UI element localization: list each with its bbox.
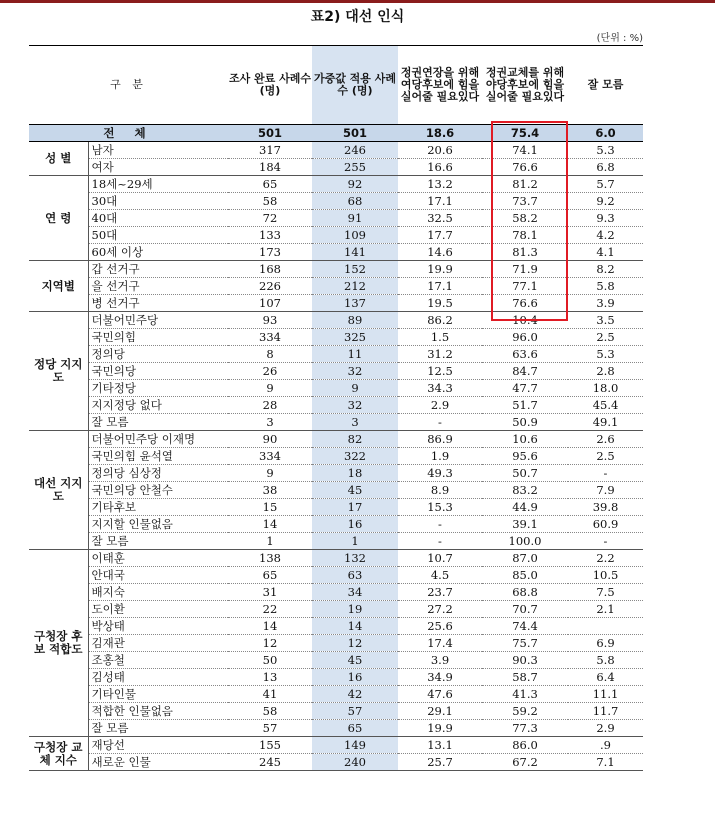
table-row	[29, 482, 643, 499]
top-border	[0, 0, 715, 3]
row-cell: 89	[312, 312, 398, 329]
row-cell: 58.7	[482, 669, 568, 686]
row-cell: 109	[312, 227, 398, 244]
row-cell: 5.8	[568, 652, 643, 669]
row-cell: 17.1	[398, 193, 482, 210]
row-cell: 2.9	[398, 397, 482, 414]
row-cell: 334	[228, 448, 312, 465]
row-cell: 8.9	[398, 482, 482, 499]
row-cell: 7.1	[568, 754, 643, 771]
table-row	[29, 669, 643, 686]
row-cell: 13.2	[398, 176, 482, 193]
row-cell: 77.3	[482, 720, 568, 737]
table-row	[29, 363, 643, 380]
table-row	[29, 295, 643, 312]
table-row	[29, 652, 643, 669]
row-cell: 70.7	[482, 601, 568, 618]
header-extend: 정권연장을 위해 여당후보에 힘을 실어줄 필요있다	[398, 46, 482, 125]
row-cell: 26	[228, 363, 312, 380]
row-cell: 138	[228, 550, 312, 567]
row-cell: 63.6	[482, 346, 568, 363]
row-cell: 76.6	[482, 295, 568, 312]
row-cell: 45	[312, 482, 398, 499]
row-cell: 16.6	[398, 159, 482, 176]
unit-label: (단위 : %)	[596, 33, 643, 44]
row-cell: 73.7	[482, 193, 568, 210]
row-cell: -	[398, 516, 482, 533]
row-label: 국민의당 안철수	[88, 482, 228, 499]
row-cell: 13	[228, 669, 312, 686]
row-cell: -	[398, 533, 482, 550]
row-label: 정의당 심상정	[88, 465, 228, 482]
row-cell: 92	[312, 176, 398, 193]
row-cell: 4.1	[568, 244, 643, 261]
row-cell: -	[568, 465, 643, 482]
row-label: 기타후보	[88, 499, 228, 516]
row-cell: 45.4	[568, 397, 643, 414]
row-label: 갑 선거구	[88, 261, 228, 278]
row-cell: 68.8	[482, 584, 568, 601]
row-label: 안대국	[88, 567, 228, 584]
row-cell: 2.1	[568, 601, 643, 618]
row-cell: 107	[228, 295, 312, 312]
row-cell: 39.1	[482, 516, 568, 533]
row-cell: 212	[312, 278, 398, 295]
table-row	[29, 397, 643, 414]
row-label: 18세~29세	[88, 176, 228, 193]
row-cell: 10.7	[398, 550, 482, 567]
group-label: 지역별	[29, 261, 88, 312]
row-cell: 85.0	[482, 567, 568, 584]
row-cell: 74.1	[482, 142, 568, 159]
row-cell: 5.7	[568, 176, 643, 193]
row-cell: 18.0	[568, 380, 643, 397]
table-row	[29, 193, 643, 210]
row-cell: 74.4	[482, 618, 568, 635]
row-cell: 34.9	[398, 669, 482, 686]
row-cell: 15	[228, 499, 312, 516]
table-row	[29, 380, 643, 397]
row-cell: 96.0	[482, 329, 568, 346]
row-cell: 4.2	[568, 227, 643, 244]
row-label: 을 선거구	[88, 278, 228, 295]
row-cell: .9	[568, 737, 643, 754]
row-cell: 49.3	[398, 465, 482, 482]
row-cell: 6.9	[568, 635, 643, 652]
table-row	[29, 754, 643, 771]
table-row	[29, 550, 643, 567]
row-cell: 4.5	[398, 567, 482, 584]
table-row	[29, 227, 643, 244]
row-cell: 11.7	[568, 703, 643, 720]
row-cell: 71.9	[482, 261, 568, 278]
row-cell: 20.6	[398, 142, 482, 159]
table-title: 표2) 대선 인식	[310, 9, 405, 25]
row-cell: 18	[312, 465, 398, 482]
header-weighted: 가중값 적용 사례수 (명)	[312, 46, 398, 125]
row-cell: 6.8	[568, 159, 643, 176]
row-label: 잘 모름	[88, 414, 228, 431]
total-label: 전 체	[29, 125, 228, 142]
row-cell: 12	[228, 635, 312, 652]
row-cell: 77.1	[482, 278, 568, 295]
row-cell: 17.7	[398, 227, 482, 244]
row-cell: 15.3	[398, 499, 482, 516]
group-label: 구청장 교체 지수	[29, 737, 88, 771]
row-cell: 155	[228, 737, 312, 754]
row-cell: 184	[228, 159, 312, 176]
row-cell: 81.2	[482, 176, 568, 193]
row-cell: 133	[228, 227, 312, 244]
group-label: 구청장 후보 적합도	[29, 550, 88, 737]
row-cell: 86.2	[398, 312, 482, 329]
row-cell: 86.9	[398, 431, 482, 448]
row-cell: 68	[312, 193, 398, 210]
row-label: 잘 모름	[88, 720, 228, 737]
row-cell: 95.6	[482, 448, 568, 465]
row-cell: 6.4	[568, 669, 643, 686]
row-cell: 19.9	[398, 261, 482, 278]
row-cell: 25.6	[398, 618, 482, 635]
header-change: 정권교체를 위해 야당후보에 힘을 실어줄 필요있다	[482, 46, 568, 125]
row-cell: 34.3	[398, 380, 482, 397]
table-row	[29, 346, 643, 363]
row-label: 기타인물	[88, 686, 228, 703]
table-body	[29, 125, 643, 771]
row-label: 국민의힘 윤석열	[88, 448, 228, 465]
row-cell: 7.9	[568, 482, 643, 499]
table-row	[29, 414, 643, 431]
row-label: 남자	[88, 142, 228, 159]
row-cell: 34	[312, 584, 398, 601]
row-cell: 91	[312, 210, 398, 227]
row-cell: 67.2	[482, 754, 568, 771]
row-cell: 100.0	[482, 533, 568, 550]
row-cell: 41.3	[482, 686, 568, 703]
row-cell: 14	[228, 516, 312, 533]
row-cell: 49.1	[568, 414, 643, 431]
table-row	[29, 635, 643, 652]
row-cell: 14	[228, 618, 312, 635]
row-cell: 255	[312, 159, 398, 176]
row-cell: 1.5	[398, 329, 482, 346]
group-label: 대선 지지도	[29, 431, 88, 550]
row-cell: 65	[312, 720, 398, 737]
row-cell: 25.7	[398, 754, 482, 771]
row-label: 박상태	[88, 618, 228, 635]
total-cell: 6.0	[568, 125, 643, 142]
row-cell: 65	[228, 176, 312, 193]
row-cell: 7.5	[568, 584, 643, 601]
row-label: 지지할 인물없음	[88, 516, 228, 533]
row-cell: 8.2	[568, 261, 643, 278]
total-cell: 75.4	[482, 125, 568, 142]
group-label: 정당 지지도	[29, 312, 88, 431]
row-cell: 47.6	[398, 686, 482, 703]
row-cell: 2.9	[568, 720, 643, 737]
table-row	[29, 601, 643, 618]
row-cell: 246	[312, 142, 398, 159]
row-cell: 9	[228, 380, 312, 397]
row-label: 더불어민주당	[88, 312, 228, 329]
row-cell: 16	[312, 669, 398, 686]
row-cell: 152	[312, 261, 398, 278]
row-cell: 2.5	[568, 448, 643, 465]
table-row	[29, 686, 643, 703]
row-cell: 86.0	[482, 737, 568, 754]
row-cell: 9.3	[568, 210, 643, 227]
row-label: 새로운 인물	[88, 754, 228, 771]
row-cell: 83.2	[482, 482, 568, 499]
group-label: 성 별	[29, 142, 88, 176]
row-label: 40대	[88, 210, 228, 227]
row-cell: 57	[228, 720, 312, 737]
row-label: 조홍철	[88, 652, 228, 669]
table-row	[29, 499, 643, 516]
row-cell: 45	[312, 652, 398, 669]
row-cell: 2.8	[568, 363, 643, 380]
header-sample: 조사 완료 사례수 (명)	[228, 46, 312, 125]
row-label: 김성태	[88, 669, 228, 686]
row-cell: 141	[312, 244, 398, 261]
table-row	[29, 703, 643, 720]
row-cell: 11	[312, 346, 398, 363]
row-cell: 58.2	[482, 210, 568, 227]
row-cell: 173	[228, 244, 312, 261]
total-cell: 501	[312, 125, 398, 142]
row-cell: 9.2	[568, 193, 643, 210]
total-cell: 501	[228, 125, 312, 142]
table-row	[29, 533, 643, 550]
row-cell: 10.5	[568, 567, 643, 584]
table-row	[29, 329, 643, 346]
table-row	[29, 567, 643, 584]
row-cell: 245	[228, 754, 312, 771]
row-cell: 10.6	[482, 431, 568, 448]
group-label: 연 령	[29, 176, 88, 261]
row-cell: 41	[228, 686, 312, 703]
row-cell: 31.2	[398, 346, 482, 363]
row-label: 정의당	[88, 346, 228, 363]
row-cell: 32	[312, 363, 398, 380]
row-label: 잘 모름	[88, 533, 228, 550]
row-cell: 28	[228, 397, 312, 414]
row-cell: 19.5	[398, 295, 482, 312]
row-cell: 317	[228, 142, 312, 159]
row-cell: 12.5	[398, 363, 482, 380]
row-cell: 76.6	[482, 159, 568, 176]
row-cell: 132	[312, 550, 398, 567]
total-cell: 18.6	[398, 125, 482, 142]
row-cell: 17.1	[398, 278, 482, 295]
row-cell: 75.7	[482, 635, 568, 652]
row-cell: 72	[228, 210, 312, 227]
row-cell: 2.5	[568, 329, 643, 346]
row-label: 국민의힘	[88, 329, 228, 346]
survey-table	[29, 45, 643, 771]
row-cell: 13.1	[398, 737, 482, 754]
row-cell: 81.3	[482, 244, 568, 261]
row-cell: 90.3	[482, 652, 568, 669]
row-label: 더불어민주당 이재명	[88, 431, 228, 448]
table-row	[29, 244, 643, 261]
row-cell: 19	[312, 601, 398, 618]
row-cell: 32.5	[398, 210, 482, 227]
row-label: 60세 이상	[88, 244, 228, 261]
row-cell: 12	[312, 635, 398, 652]
total-row	[29, 125, 643, 142]
row-label: 기타정당	[88, 380, 228, 397]
row-cell: 334	[228, 329, 312, 346]
row-cell: 2.2	[568, 550, 643, 567]
header-category: 구 분	[29, 46, 228, 125]
row-label: 지지정당 없다	[88, 397, 228, 414]
row-cell: 325	[312, 329, 398, 346]
row-cell: 240	[312, 754, 398, 771]
row-label: 병 선거구	[88, 295, 228, 312]
table-row	[29, 176, 643, 193]
table-row	[29, 720, 643, 737]
row-label: 50대	[88, 227, 228, 244]
table-row	[29, 278, 643, 295]
row-label: 적합한 인물없음	[88, 703, 228, 720]
row-cell: 11.1	[568, 686, 643, 703]
row-cell: 9	[312, 380, 398, 397]
row-label: 여자	[88, 159, 228, 176]
row-cell: 60.9	[568, 516, 643, 533]
row-label: 도이환	[88, 601, 228, 618]
row-label: 배지숙	[88, 584, 228, 601]
row-cell: 322	[312, 448, 398, 465]
row-cell: 50.7	[482, 465, 568, 482]
row-cell: 57	[312, 703, 398, 720]
row-cell: -	[398, 414, 482, 431]
row-cell: 23.7	[398, 584, 482, 601]
row-cell: 5.3	[568, 142, 643, 159]
table-row	[29, 737, 643, 754]
row-cell: 137	[312, 295, 398, 312]
table-row	[29, 618, 643, 635]
row-cell: 3.9	[568, 295, 643, 312]
row-cell: 38	[228, 482, 312, 499]
row-cell: 90	[228, 431, 312, 448]
row-cell: 78.1	[482, 227, 568, 244]
row-cell: 50.9	[482, 414, 568, 431]
row-cell: 65	[228, 567, 312, 584]
row-cell: 27.2	[398, 601, 482, 618]
row-cell: 17.4	[398, 635, 482, 652]
row-cell: 22	[228, 601, 312, 618]
row-cell: 3	[228, 414, 312, 431]
table-row	[29, 431, 643, 448]
row-cell: 44.9	[482, 499, 568, 516]
row-label: 30대	[88, 193, 228, 210]
row-cell: 5.8	[568, 278, 643, 295]
row-cell: 17	[312, 499, 398, 516]
row-cell: 14	[312, 618, 398, 635]
table-row	[29, 584, 643, 601]
row-label: 국민의당	[88, 363, 228, 380]
row-cell: 3	[312, 414, 398, 431]
row-cell: 59.2	[482, 703, 568, 720]
row-cell: 168	[228, 261, 312, 278]
row-cell	[568, 618, 643, 635]
row-cell: 58	[228, 703, 312, 720]
row-cell: 1	[312, 533, 398, 550]
table-row	[29, 261, 643, 278]
row-cell: 50	[228, 652, 312, 669]
table-row	[29, 159, 643, 176]
row-cell: -	[568, 533, 643, 550]
row-cell: 31	[228, 584, 312, 601]
table-row	[29, 312, 643, 329]
row-cell: 3.5	[568, 312, 643, 329]
table-row	[29, 210, 643, 227]
row-cell: 3.9	[398, 652, 482, 669]
row-cell: 2.6	[568, 431, 643, 448]
row-cell: 16	[312, 516, 398, 533]
row-cell: 14.6	[398, 244, 482, 261]
row-label: 김재관	[88, 635, 228, 652]
row-cell: 9	[228, 465, 312, 482]
row-cell: 47.7	[482, 380, 568, 397]
row-cell: 93	[228, 312, 312, 329]
row-cell: 19.9	[398, 720, 482, 737]
row-cell: 10.4	[482, 312, 568, 329]
row-cell: 84.7	[482, 363, 568, 380]
row-cell: 87.0	[482, 550, 568, 567]
row-cell: 29.1	[398, 703, 482, 720]
table-row	[29, 516, 643, 533]
header-dunno: 잘 모름	[568, 46, 643, 125]
row-cell: 1	[228, 533, 312, 550]
row-cell: 63	[312, 567, 398, 584]
row-label: 재당선	[88, 737, 228, 754]
row-cell: 39.8	[568, 499, 643, 516]
row-cell: 58	[228, 193, 312, 210]
row-cell: 32	[312, 397, 398, 414]
table-row	[29, 142, 643, 159]
row-cell: 5.3	[568, 346, 643, 363]
row-cell: 8	[228, 346, 312, 363]
row-cell: 51.7	[482, 397, 568, 414]
table-row	[29, 448, 643, 465]
row-cell: 226	[228, 278, 312, 295]
row-cell: 82	[312, 431, 398, 448]
row-cell: 1.9	[398, 448, 482, 465]
table-row	[29, 465, 643, 482]
row-cell: 149	[312, 737, 398, 754]
row-label: 이태훈	[88, 550, 228, 567]
row-cell: 42	[312, 686, 398, 703]
